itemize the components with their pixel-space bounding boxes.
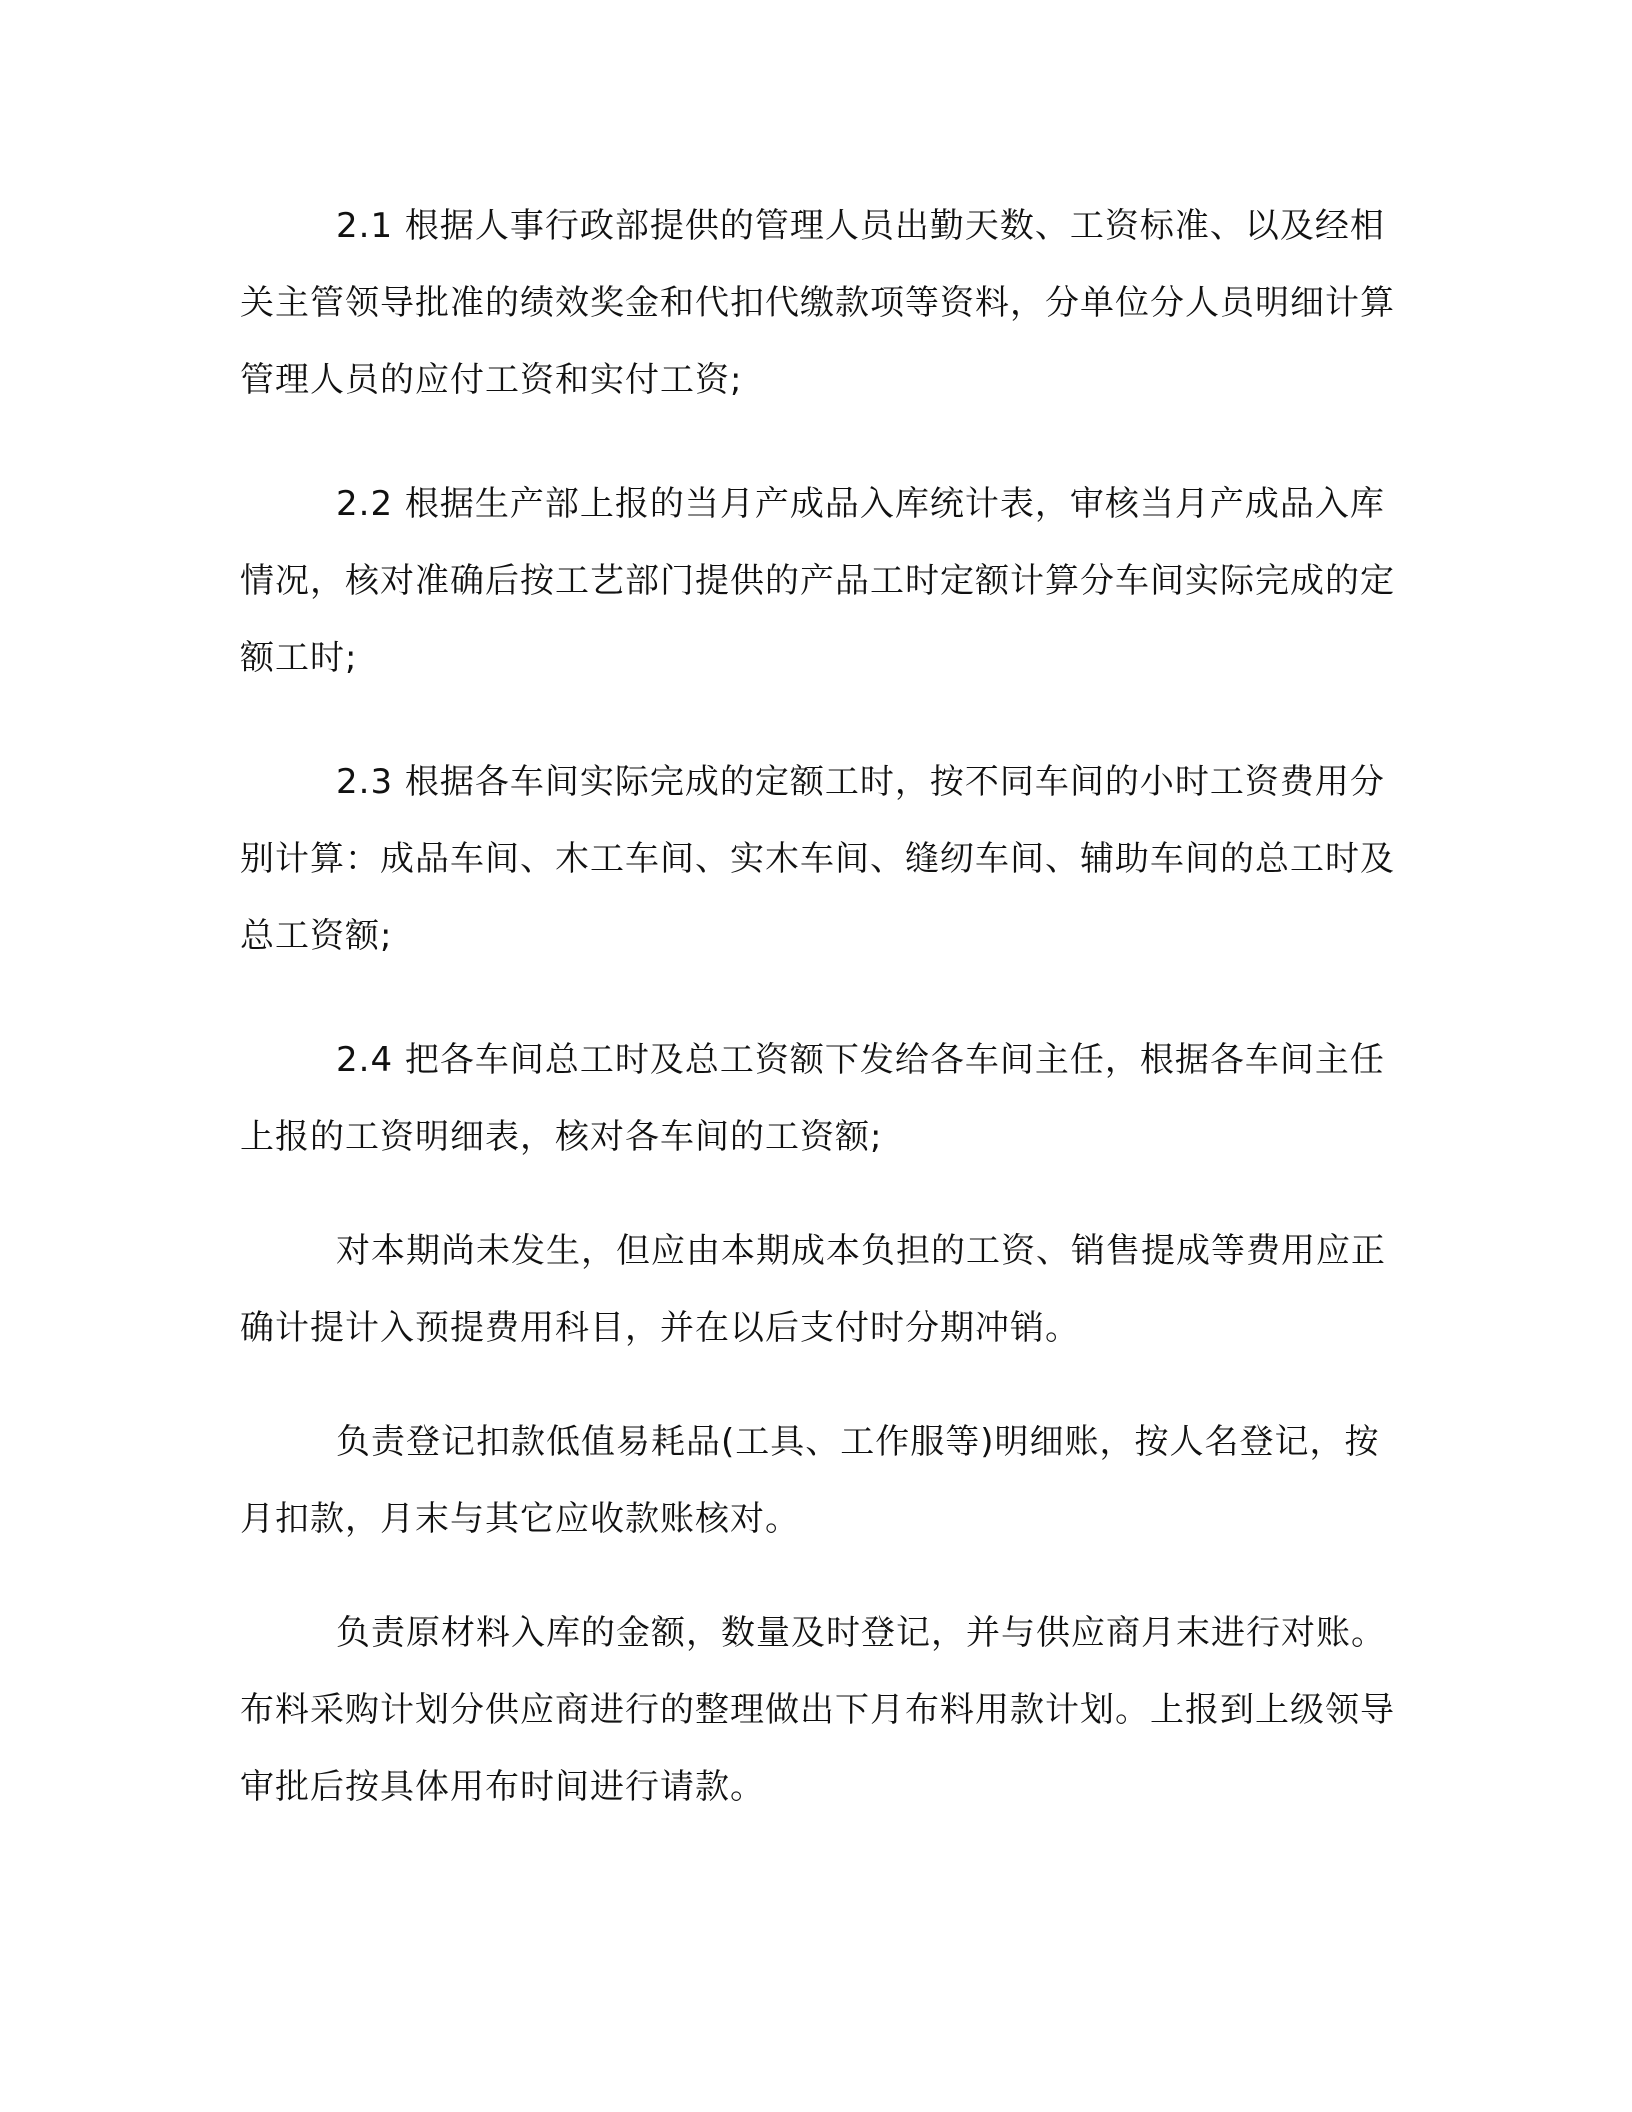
document-body	[240, 188, 1410, 1878]
paragraph-2-2: 2.2 根据生产部上报的当月产成品入库统计表，审核当月产成品入库情况，核对准确后按工艺部门提供的产品工时定额计算分车间实际完成的定额工时;	[240, 484, 1395, 678]
paragraph-accrued-expenses: 对本期尚未发生，但应由本期成本负担的工资、销售提成等费用应正确计提计入预提费用科目，并在以后支付时分期冲销。	[240, 1231, 1386, 1348]
paragraph-2-1: 2.1 根据人事行政部提供的管理人员出勤天数、工资标准、以及经相关主管领导批准的绩效奖金和代扣代缴款项等资料，分单位分人员明细计算管理人员的应付工资和实付工资;	[240, 206, 1395, 400]
paragraph-2-4: 2.4 把各车间总工时及总工资额下发给各车间主任，根据各车间主任上报的工资明细表，核对各车间的工资额;	[240, 1040, 1385, 1157]
paragraph-2-3: 2.3 根据各车间实际完成的定额工时，按不同车间的小时工资费用分别计算：成品车间、木工车间、实木车间、缝纫车间、辅助车间的总工时及总工资额;	[240, 762, 1395, 956]
paragraph-low-value-consumables: 负责登记扣款低值易耗品(工具、工作服等)明细账，按人名登记，按月扣款，月末与其它应收款账核对。	[240, 1422, 1380, 1539]
paragraph-raw-materials: 负责原材料入库的金额，数量及时登记，并与供应商月末进行对账。布料采购计划分供应商进行的整理做出下月布料用款计划。上报到上级领导审批后按具体用布时间进行请款。	[240, 1613, 1395, 1807]
